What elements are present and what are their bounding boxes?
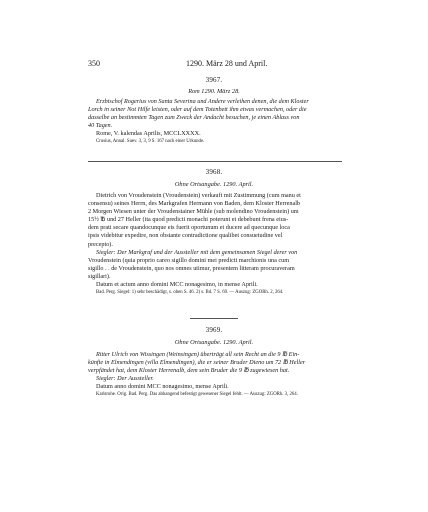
regest-line: Lorch in seiner Not Hilfe leisten, oder auf dem Totenbett ihm etwas vermachen, oder die (88, 106, 307, 114)
regest-line: künfte in Elmendingen (villa Elmendingen), die er seiner Bruder Dieno um 72 ℔ Heller (88, 359, 306, 367)
page-number: 350 (88, 59, 100, 68)
source-note: Bad. Perg. Siegel: 1) sehr beschädigt, s. oben S. 46. 2) s. Bd. 7 S. 69. — Auszug: ZGORh. 2, 264. (96, 290, 284, 296)
regest-line: 40 Tagen. (88, 122, 113, 130)
source-note: Karlsruhe. Orig. Bad. Perg. Das abhangend befestigt gewesener Siegel fehlt. — Auszug: ZGORh. 3, 264. (96, 392, 298, 398)
entry-dateline: Ohne Ortsangabe. 1290. April. (174, 181, 254, 188)
regest-line: sigillari). (88, 272, 111, 280)
closing-formula: Datum anno domini MCC nonagesimo, mense Aprili. (96, 383, 229, 391)
entry-dateline: Rom 1290. März 28. (188, 88, 240, 95)
entry-dateline: Ohne Ortsangabe. 1290. April. (174, 339, 254, 346)
regest-line: 15½ ℔ und 27 Heller (ita quod predicti monachi poterunt et debebunt frena eius- (88, 216, 289, 224)
entry-number: 3968. (205, 168, 223, 176)
regest-line: ipsis videbitur expedire, non obstante contradictione qualibet consuetudine vel (88, 232, 283, 240)
running-title: 1290. März 28 und April. (186, 59, 268, 68)
sealer-line: Siegler: Der Markgraf und der Aussteller mit dem gemeinsamen Siegel derer von (96, 248, 298, 256)
regest-line: consensu) seines Herrn, des Markgrafen Hermann von Baden, dem Kloster Herrenalb (88, 200, 301, 208)
source-note: Crusius, Annal. Suev. 3, 3, 9 S. 167 nach einer Urkunde. (96, 139, 205, 145)
regest-line: Dietrich von Vroudenstein (Vroudenstein) verkauft mit Zustimmung (cum manu et (96, 192, 301, 199)
entry-regest (88, 351, 342, 398)
closing-formula: Rome, V. kalendas Aprilis, MCCLXXXX. (96, 130, 201, 138)
page-header (88, 59, 340, 71)
entry-regest (88, 192, 342, 296)
regest-line: verpfändet hat, dem Kloster Herrenalb, dem sein Bruder die 9 ℔ zugewiesen hat. (88, 367, 290, 375)
regest-line: Vroudenstein (quia proprio careo sigillo domini mei predicti marchionis una cum (88, 256, 290, 264)
regest-line: Ritter Ulrich von Wissingen (Weinsingen) überträgt all sein Recht an die 9 ℔ Ein- (96, 351, 300, 358)
closing-formula: Datum et actum anno domini MCC nonagesimo, in mense Aprili. (96, 281, 258, 289)
regest-line: sigillo . . de Vroudenstein, quo nos omnes utimur, presentem litteram procuraveram (88, 264, 295, 272)
sealer-line: Siegler: Der Aussteller. (96, 375, 154, 383)
separator-rule (190, 318, 238, 319)
entry-number: 3967. (205, 76, 223, 84)
separator-rule (88, 161, 342, 162)
regest-line: precepto). (88, 240, 113, 248)
regest-line: 2 Morgen Wiesen unter der Vroudenstainer Mühle (sub molendino Vroudenstein) um (88, 208, 299, 216)
entry-regest (88, 98, 342, 145)
entry-number: 3969. (205, 326, 223, 334)
regest-line: dem prati secare quandocunque eis fuerit oportunum et ducere ad quecunque loca (88, 224, 290, 232)
regest-line: Erzbischof Rogerius von Santa Severina und Andere verleihen denen, die dem Kloster (96, 98, 309, 105)
regest-line: dasselbe an bestimmten Tagen zum Zweck der Andacht besuchen, je einen Ablass von (88, 114, 300, 122)
